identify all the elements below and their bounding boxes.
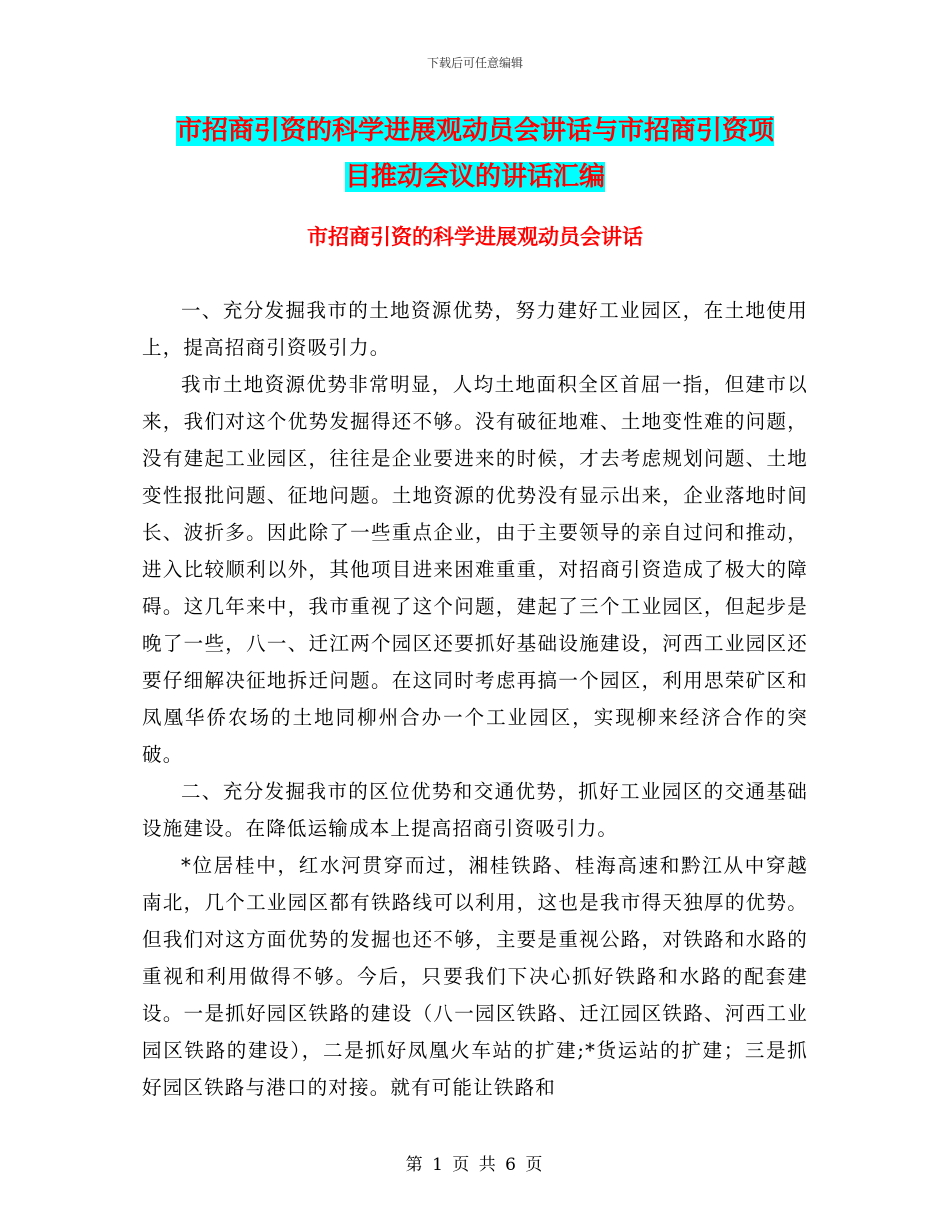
document-title-line-2: 目推动会议的讲话汇编: [344, 162, 605, 192]
section-title: 市招商引资的科学进展观动员会讲话: [307, 225, 643, 249]
page-header-note: 下载后可任意编辑: [426, 56, 523, 70]
paragraph: 一、充分发掘我市的土地资源优势，努力建好工业园区，在土地使用上，提高招商引资吸引力。: [142, 299, 808, 359]
paragraph: 二、充分发掘我市的区位优势和交通优势，抓好工业园区的交通基础设施建设。在降低运输成本上提高招商引资吸引力。: [142, 780, 808, 840]
paragraph: 我市土地资源优势非常明显，人均土地面积全区首屈一指，但建市以来，我们对这个优势发掘得还不够。没有破征地难、土地变性难的问题，没有建起工业园区，往往是企业要进来的时候，才去考虑规划问题、土地变性报批问题、征地问题。土地资源的优势没有显示出来，企业落地时间长、波折多。因此除了一些重点企业，由于主要领导的亲自过问和推动，进入比较顺利以外，其他项目进来困难重重，对招商引资造成了极大的障碍。这几年来中，我市重视了这个问题，建起了三个工业园区，但起步是晚了一些，八一、迁江两个园区还要抓好基础设施建设，河西工业园区还要仔细解决征地拆迁问题。在这同时考虑再搞一个园区，利用思荣矿区和凤凰华侨农场的土地同柳州合办一个工业园区，实现柳来经济合作的突破。: [142, 373, 808, 766]
page-footer: 第 1 页 共 6 页: [405, 1155, 545, 1175]
paragraph: *位居桂中，红水河贯穿而过，湘桂铁路、桂海高速和黔江从中穿越南北，几个工业园区都有铁路线可以利用，这也是我市得天独厚的优势。但我们对这方面优势的发掘也还不够，主要是重视公路，对铁路和水路的重视和利用做得不够。今后，只要我们下决心抓好铁路和水路的配套建设。一是抓好园区铁路的建设（八一园区铁路、迁江园区铁路、河西工业园区铁路的建设），二是抓好凤凰火车站的扩建;*货运站的扩建；三是抓好园区铁路与港口的对接。就有可能让铁路和: [142, 854, 808, 1099]
document-body: [142, 292, 808, 1106]
document-title-line-1: 市招商引资的科学进展观动员会讲话与市招商引资项: [175, 116, 774, 146]
document-title: [142, 108, 808, 200]
